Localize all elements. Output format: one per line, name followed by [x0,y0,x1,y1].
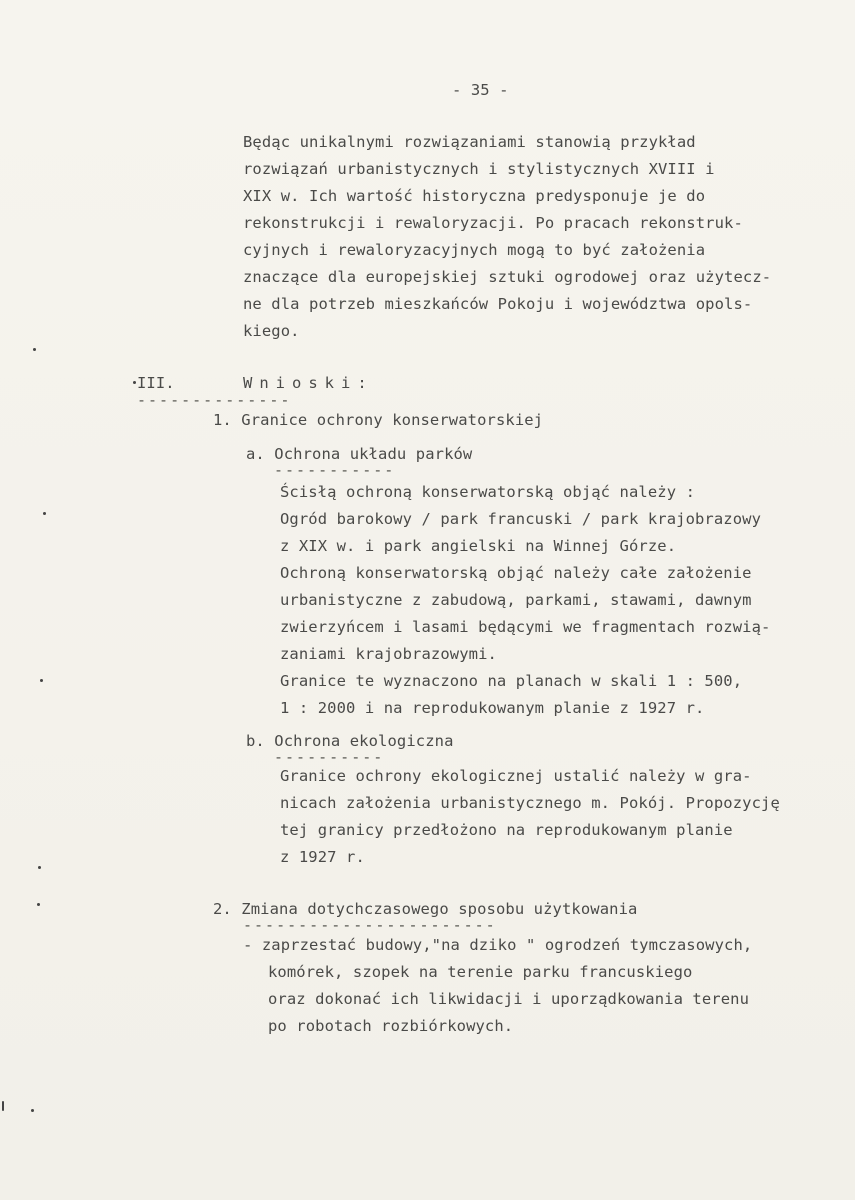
sub-b-line: z 1927 r. [280,848,365,866]
margin-speck [37,903,40,906]
margin-speck [31,1109,34,1112]
item-1-heading: 1. Granice ochrony konserwatorskiej [213,411,544,429]
item-2-line: oraz dokonać ich likwidacji i uporządkowania terenu [268,990,750,1008]
sub-a-line: z XIX w. i park angielski na Winnej Górze. [280,537,677,555]
section-underline: -------------- [137,393,292,407]
item-2-line: komórek, szopek na terenie parku francuskiego [268,963,693,981]
paragraph-line: ne dla potrzeb mieszkańców Pokoju i województwa opols- [243,295,753,313]
sub-a-line: Ogród barokowy / park francuski / park krajobrazowy [280,510,762,528]
sub-a-line: Ochroną konserwatorską objąć należy całe założenie [280,564,752,582]
section-numeral: III. [137,374,175,392]
margin-speck [40,679,43,682]
sub-b-line: tej granicy przedłożono na reprodukowanym planie [280,821,733,839]
paragraph-line: XIX w. Ich wartość historyczna predysponuje je do [243,187,706,205]
sub-b-heading: b. Ochrona ekologiczna [246,732,454,750]
item-2-line: - zaprzestać budowy,"na dziko " ogrodzeń tymczasowych, [243,936,753,954]
paragraph-line: cyjnych i rewaloryzacyjnych mogą to być założenia [243,241,706,259]
sub-a-line: urbanistyczne z zabudową, parkami, stawami, dawnym [280,591,752,609]
item-2-heading: 2. Zmiana dotychczasowego sposobu użytkowania [213,900,638,918]
page-number: - 35 - [452,81,509,99]
section-title: Wnioski: [243,374,374,392]
paragraph-line: Będąc unikalnymi rozwiązaniami stanowią przykład [243,133,696,151]
sub-a-line: 1 : 2000 i na reprodukowanym planie z 1927 r. [280,699,705,717]
paragraph-line: znaczące dla europejskiej sztuki ogrodowej oraz użytecz- [243,268,772,286]
margin-speck [33,348,36,351]
margin-speck [2,1101,4,1111]
margin-speck [43,512,46,515]
paragraph-line: rekonstrukcji i rewaloryzacji. Po pracach rekonstruk- [243,214,743,232]
sub-a-line: Ścisłą ochroną konserwatorską objąć należy : [280,483,695,501]
sub-b-line: Granice ochrony ekologicznej ustalić należy w gra- [280,767,752,785]
paragraph-line: kiego. [243,322,300,340]
sub-a-heading: a. Ochrona układu parków [246,445,473,463]
sub-a-line: Granice te wyznaczono na planach w skali 1 : 500, [280,672,743,690]
item-2-line: po robotach rozbiórkowych. [268,1017,514,1035]
sub-a-line: zaniami krajobrazowymi. [280,645,497,663]
paragraph-line: rozwiązań urbanistycznych i stylistycznych XVIII i [243,160,715,178]
sub-b-line: nicach założenia urbanistycznego m. Pokój. Propozycję [280,794,780,812]
sub-b-underline: ---------- [274,750,385,764]
sub-a-line: zwierzyńcem i lasami będącymi we fragmentach rozwią- [280,618,771,636]
sub-a-underline: ----------- [274,463,396,477]
margin-speck [38,866,41,869]
margin-speck [133,381,136,384]
item-2-underline: ----------------------- [243,918,497,932]
